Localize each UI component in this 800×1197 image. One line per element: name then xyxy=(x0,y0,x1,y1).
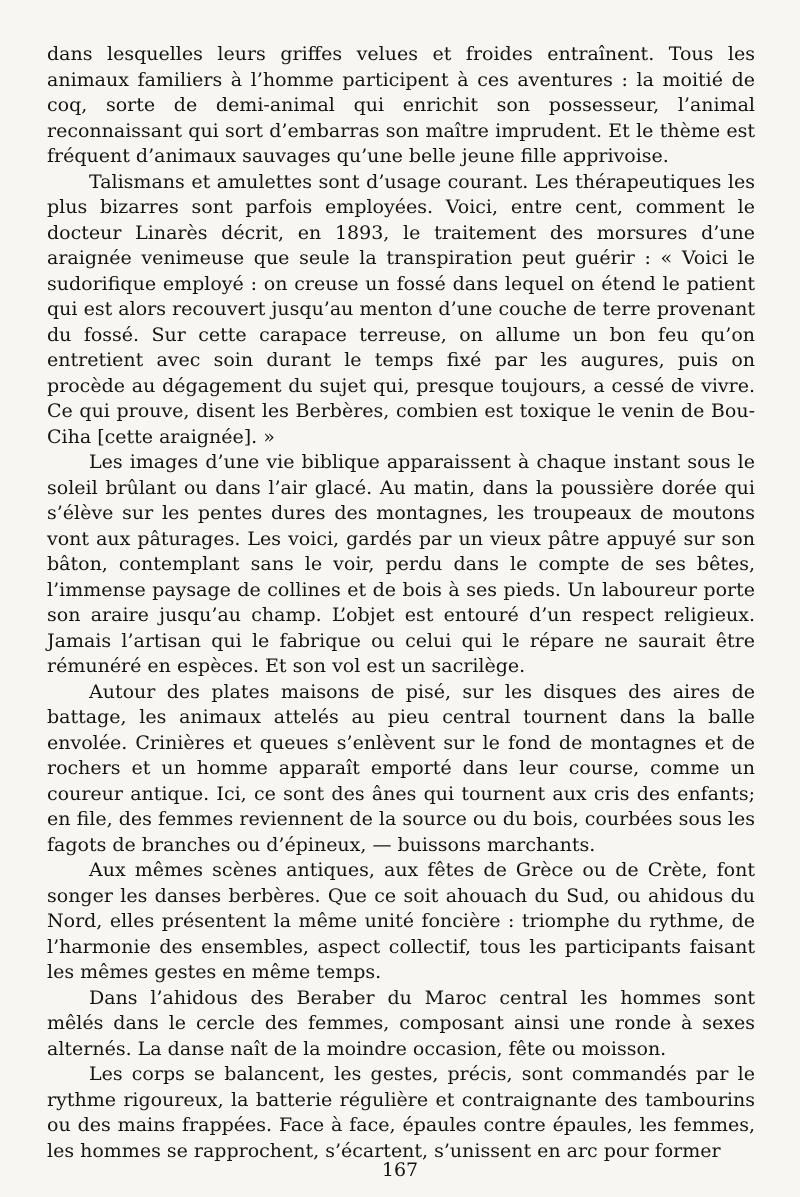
body-text xyxy=(47,42,755,1164)
paragraph-4: Autour des plates maisons de pisé, sur les disques des aires de battage, les animaux attelés au pieu central tournent dans la balle envolée. Crinières et queues s’enlèvent sur le fond de montagnes et de rochers et un homme apparaît emporté dans leur course, comme un coureur antique. Ici, ce sont des ânes qui tournent aux cris des enfants; en file, des femmes reviennent de la source ou du bois, courbées sous les fagots de branches ou d’épineux, — buissons marchants. xyxy=(47,680,755,856)
paragraph-3: Les images d’une vie biblique apparaissent à chaque instant sous le soleil brûlant ou dans l’air glacé. Au matin, dans la poussière dorée qui s’élève sur les pentes dures des montagnes, les troupeaux de moutons vont aux pâturages. Les voici, gardés par un vieux pâtre appuyé sur son bâton, contemplant sans le voir, perdu dans le compte de ses bêtes, l’immense paysage de collines et de bois à ses pieds. Un laboureur porte son araire jusqu’au champ. L’objet est entouré d’un respect religieux. Jamais l’artisan qui le fabrique ou celui qui le répare ne saurait être rémunéré en espèces. Et son vol est un sacrilège. xyxy=(47,451,755,677)
page-number: 167 xyxy=(381,1159,419,1181)
paragraph-2: Talismans et amulettes sont d’usage courant. Les thérapeutiques les plus bizarres sont parfois employées. Voici, entre cent, comment le docteur Linarès décrit, en 1893, le traitement des morsures d’une araignée venimeuse que seule la transpiration peut guérir : « Voici le sudorifique employé : on creuse un fossé dans lequel on étend le patient qui est alors recouvert jusqu’au menton d’une couche de terre provenant du fossé. Sur cette carapace terreuse, on allume un bon feu qu’on entretient avec soin durant le temps fixé par les augures, puis on procède au dégagement du sujet qui, presque toujours, a cessé de vivre. Ce qui prouve, disent les Berbères, combien est toxique le venin de Bou-Ciha [cette araignée]. » xyxy=(47,170,755,448)
paragraph-5: Aux mêmes scènes antiques, aux fêtes de Grèce ou de Crète, font songer les danses berbères. Que ce soit ahouach du Sud, ou ahidous du Nord, elles présentent la même unité foncière : triomphe du rythme, de l’harmonie des ensembles, aspect collectif, tous les participants faisant les mêmes gestes en même temps. xyxy=(47,859,755,983)
paragraph-6: Dans l’ahidous des Beraber du Maroc central les hommes sont mêlés dans le cercle des femmes, composant ainsi une ronde à sexes alternés. La danse naît de la moindre occasion, fête ou moisson. xyxy=(47,986,755,1060)
paragraph-7: Les corps se balancent, les gestes, précis, sont commandés par le rythme rigoureux, la batterie régulière et contraignante des tambourins ou des mains frappées. Face à face, épaules contre épaules, les femmes, les hommes se rapprochent, s’écartent, s’unissent en arc pour former xyxy=(47,1063,755,1162)
paragraph-1: dans lesquelles leurs griffes velues et froides entraînent. Tous les animaux familiers à l’homme participent à ces aventures : la moitié de coq, sorte de demi-animal qui enrichit son possesseur, l’animal reconnaissant qui sort d’embarras son maître imprudent. Et le thème est fréquent d’animaux sauvages qu’une belle jeune fille apprivoise. xyxy=(47,43,755,167)
